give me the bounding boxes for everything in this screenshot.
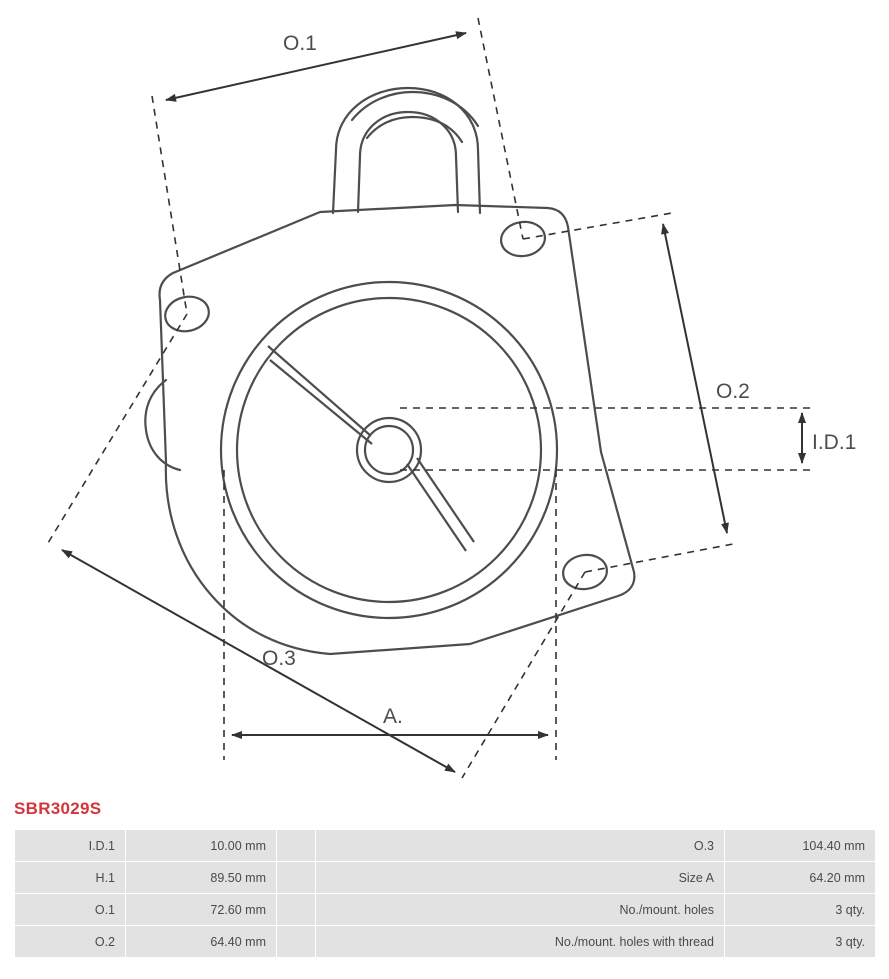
- spec-label: Size A: [316, 862, 725, 894]
- spec-label: I.D.1: [15, 830, 126, 862]
- table-row: [15, 862, 876, 894]
- dimension-id1: [400, 408, 812, 470]
- spec-value: 10.00 mm: [126, 830, 277, 862]
- spec-value: 3 qty.: [725, 894, 876, 926]
- mounting-holes: [162, 219, 609, 592]
- table-row: [15, 830, 876, 862]
- central-bore: [221, 282, 557, 618]
- spec-value: 3 qty.: [725, 926, 876, 958]
- dimension-label-o2: O.2: [716, 380, 750, 403]
- spec-label: O.2: [15, 926, 126, 958]
- spec-value: 89.50 mm: [126, 862, 277, 894]
- dimension-o1: [152, 18, 523, 314]
- bore-slots: [268, 346, 474, 551]
- spec-value: 64.40 mm: [126, 926, 277, 958]
- dimension-o3: [48, 314, 585, 778]
- specifications-table: [14, 829, 876, 958]
- spec-label: O.3: [316, 830, 725, 862]
- dimension-label-a: A.: [383, 705, 403, 728]
- dimension-label-id1: I.D.1: [812, 431, 857, 454]
- part-title: SBR3029S: [14, 799, 102, 818]
- table-spacer: [277, 862, 316, 894]
- dimension-label-o3: O.3: [262, 647, 296, 670]
- spec-label: No./mount. holes with thread: [316, 926, 725, 958]
- table-row: [15, 894, 876, 926]
- spec-label: H.1: [15, 862, 126, 894]
- dimension-o2: [523, 213, 733, 572]
- spec-value: 104.40 mm: [725, 830, 876, 862]
- dimension-label-o1: O.1: [283, 32, 317, 55]
- table-spacer: [277, 830, 316, 862]
- spec-value: 72.60 mm: [126, 894, 277, 926]
- table-spacer: [277, 926, 316, 958]
- table-row: [15, 926, 876, 958]
- spec-label: O.1: [15, 894, 126, 926]
- table-spacer: [277, 894, 316, 926]
- part-outline: [145, 88, 634, 654]
- spec-value: 64.20 mm: [725, 862, 876, 894]
- spec-label: No./mount. holes: [316, 894, 725, 926]
